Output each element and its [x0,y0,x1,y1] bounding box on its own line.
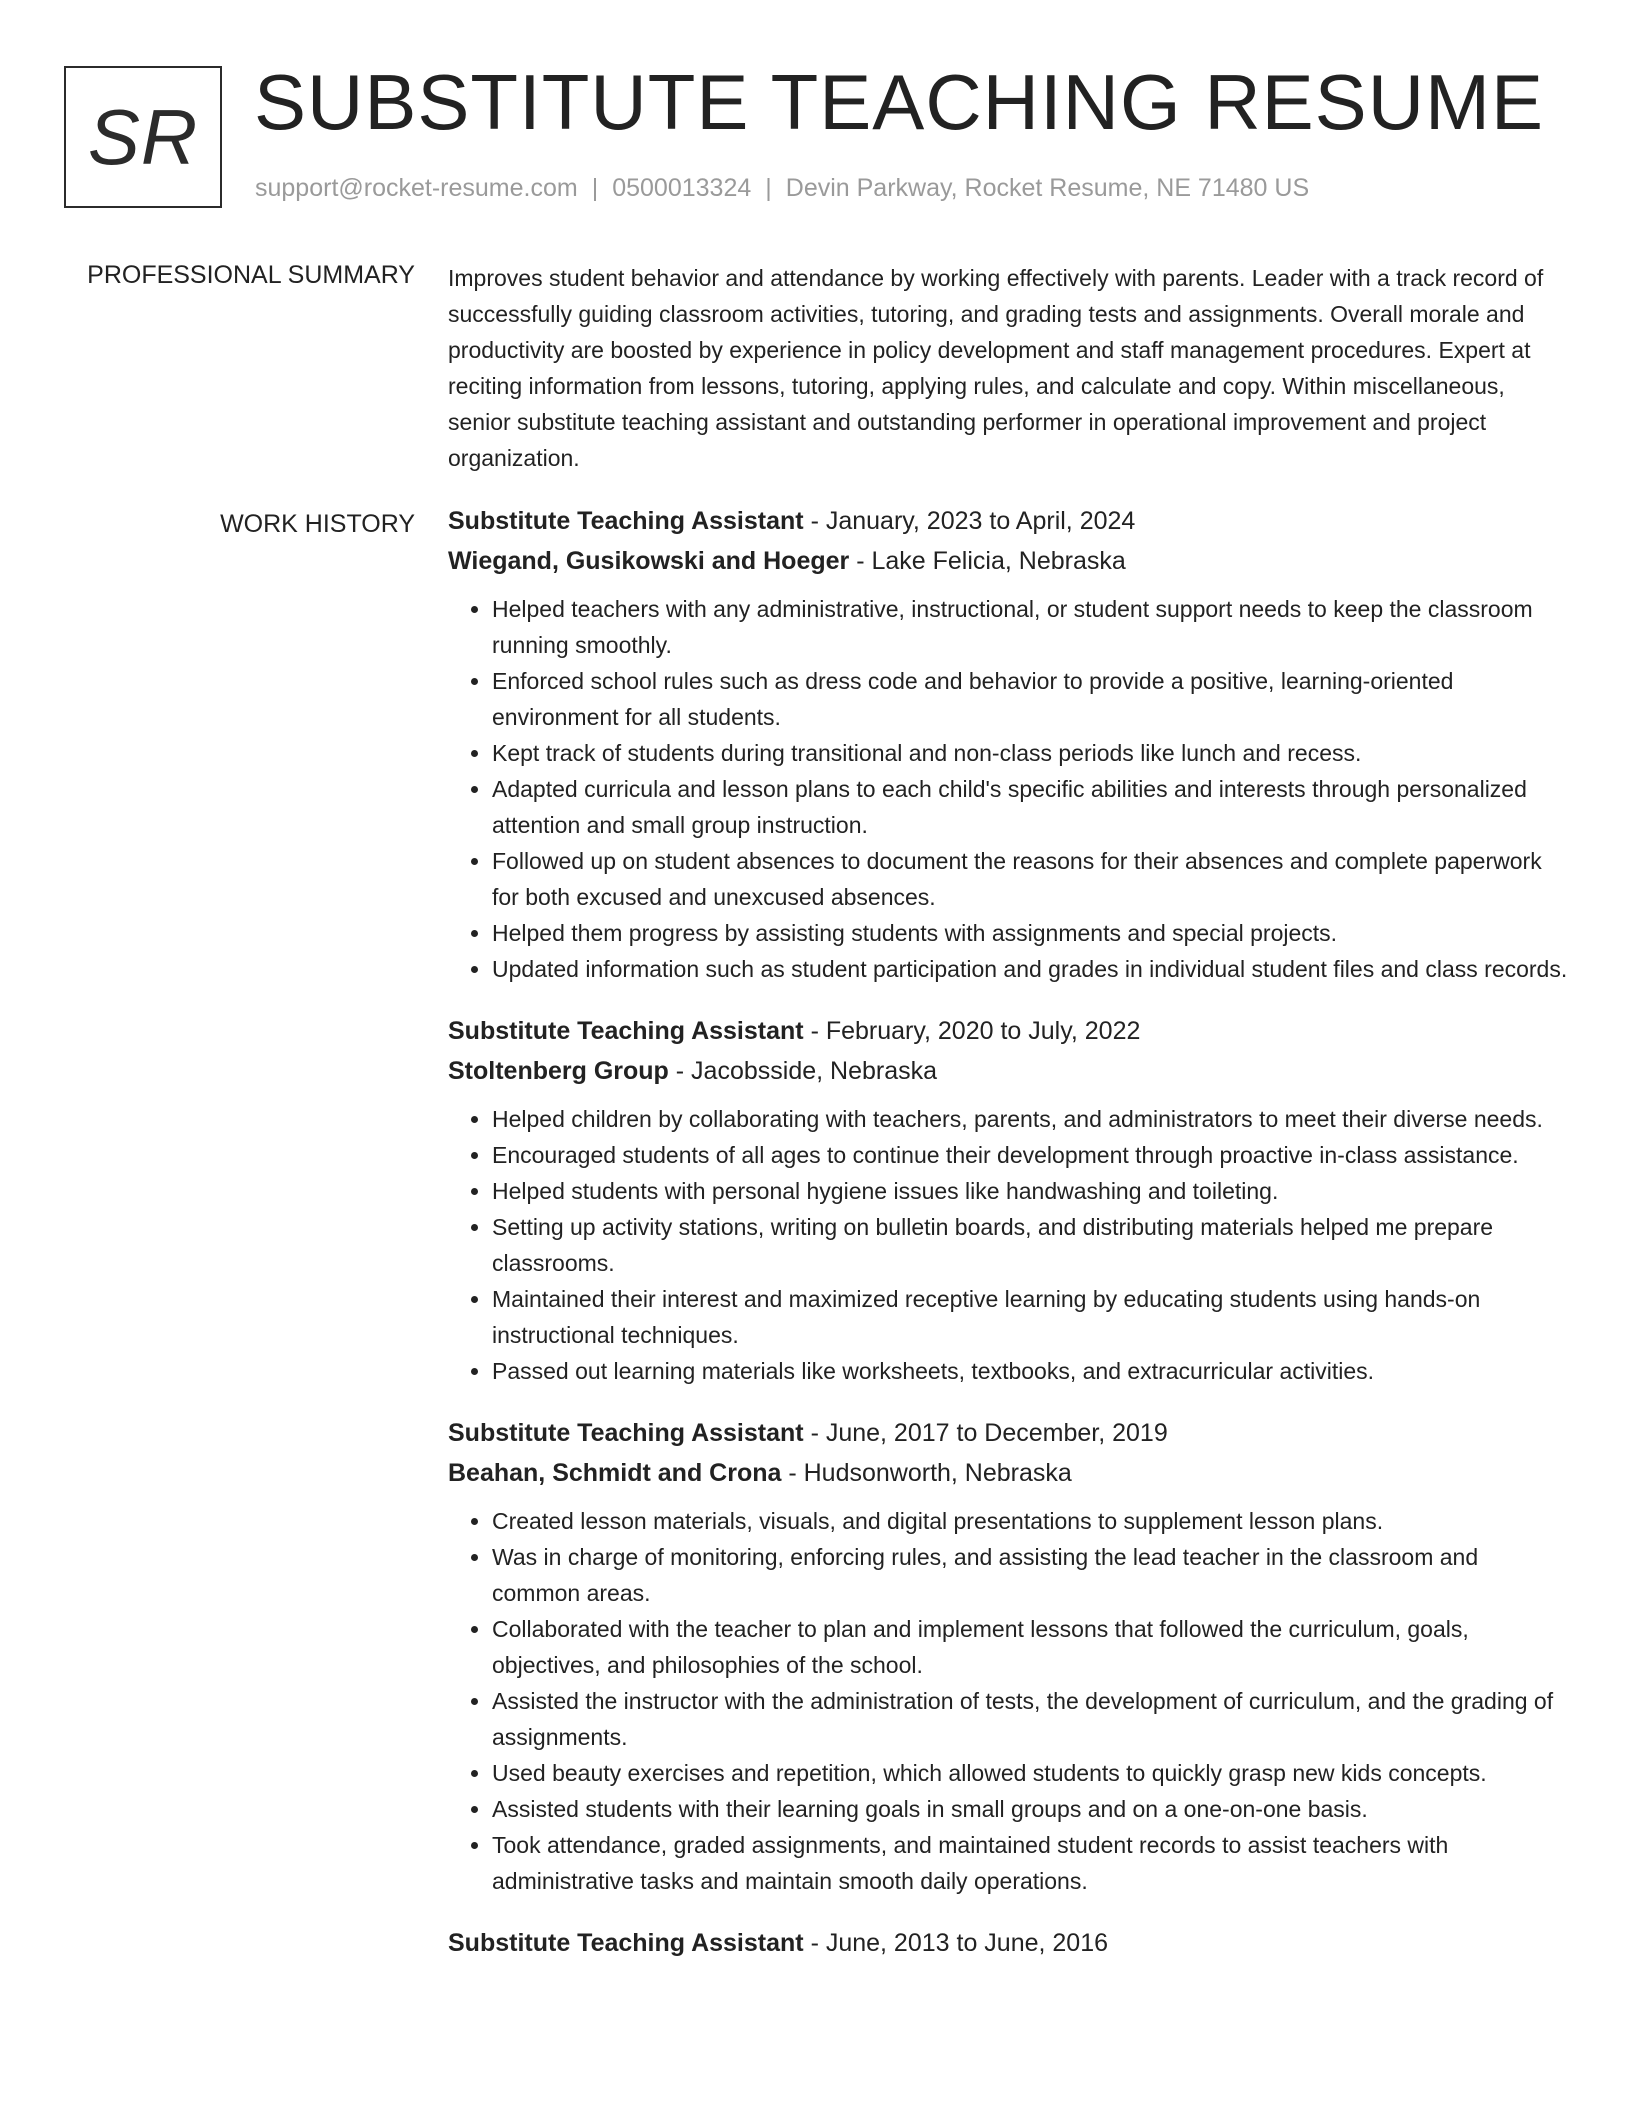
job-entry [448,1923,1568,1963]
job-dates: - February, 2020 to July, 2022 [810,1017,1141,1045]
job-dates: - January, 2023 to April, 2024 [810,507,1136,535]
list-item: • Assisted the instructor with the administration of tests, the development of curriculum, and the grading of assignments. [492,1683,1568,1755]
job-title: Substitute Teaching Assistant [448,507,804,535]
list-item: • Kept track of students during transitional and non-class periods like lunch and recess. [492,735,1568,771]
list-item: • Encouraged students of all ages to continue their development through proactive in-class assistance. [492,1137,1568,1173]
list-item: • Assisted students with their learning goals in small groups and on a one-on-one basis. [492,1791,1568,1827]
list-item: • Maintained their interest and maximized receptive learning by educating students using hands-on instructional techniques. [492,1281,1568,1353]
job-location: - Lake Felicia, Nebraska [856,547,1126,575]
contact-address: Devin Parkway, Rocket Resume, NE 71480 US [785,174,1310,202]
job-dates: - June, 2013 to June, 2016 [810,1929,1109,1957]
list-item: • Helped teachers with any administrative, instructional, or student support needs to keep the classroom running smoothly. [492,591,1568,663]
contact-line [255,174,1309,203]
job-company-line [448,1453,1568,1493]
job-company: Wiegand, Gusikowski and Hoeger [448,547,850,575]
list-item: • Setting up activity stations, writing on bulletin boards, and distributing materials helped me prepare classrooms. [492,1209,1568,1281]
job-title-line [448,501,1568,541]
list-item: • Enforced school rules such as dress code and behavior to provide a positive, learning-oriented environment for all students. [492,663,1568,735]
job-company-line [448,541,1568,581]
job-entry [448,1011,1568,1389]
job-location: - Jacobsside, Nebraska [675,1057,938,1085]
section-label: WORK HISTORY [220,510,415,538]
job-location: - Hudsonworth, Nebraska [788,1459,1072,1487]
work-history-body [448,501,1568,1987]
job-title: Substitute Teaching Assistant [448,1929,804,1957]
list-item: • Helped students with personal hygiene issues like handwashing and toileting. [492,1173,1568,1209]
job-entry [448,501,1568,987]
job-title-line [448,1011,1568,1051]
job-title: Substitute Teaching Assistant [448,1017,804,1045]
job-entry [448,1413,1568,1899]
section-label: PROFESSIONAL SUMMARY [87,261,415,289]
list-item: • Helped children by collaborating with teachers, parents, and administrators to meet their diverse needs. [492,1101,1568,1137]
contact-separator: | [765,174,772,202]
summary-text: Improves student behavior and attendance by working effectively with parents. Leader with a track record of successfully guiding classroom activities, tutoring, and grading tests and assignments. Overall morale and productivity are boosted by experience in policy development and staff management procedures. Expert at reciting information from lessons, tutoring, applying rules, and calculate and copy. Within miscellaneous, senior substitute teaching assistant and outstanding performer in operational improvement and project organization. [448,265,1544,471]
list-item: • Adapted curricula and lesson plans to each child's specific abilities and interests through personalized attention and small group instruction. [492,771,1568,843]
list-item: • Helped them progress by assisting students with assignments and special projects. [492,915,1568,951]
job-bullets [448,1101,1568,1389]
job-company-line [448,1051,1568,1091]
list-item: • Was in charge of monitoring, enforcing rules, and assisting the lead teacher in the classroom and common areas. [492,1539,1568,1611]
job-bullets [448,1503,1568,1899]
contact-phone: 0500013324 [612,174,752,202]
list-item: • Used beauty exercises and repetition, which allowed students to quickly grasp new kids concepts. [492,1755,1568,1791]
job-title-line [448,1413,1568,1453]
list-item: • Collaborated with the teacher to plan and implement lessons that followed the curriculum, goals, objectives, and philosophies of the school. [492,1611,1568,1683]
summary-body [448,260,1568,476]
job-bullets [448,591,1568,987]
list-item: • Passed out learning materials like worksheets, textbooks, and extracurricular activities. [492,1353,1568,1389]
job-title: Substitute Teaching Assistant [448,1419,804,1447]
page-title: SUBSTITUTE TEACHING RESUME [254,58,1545,146]
job-title-line [448,1923,1568,1963]
list-item: • Updated information such as student participation and grades in individual student files and class records. [492,951,1568,987]
job-dates: - June, 2017 to December, 2019 [810,1419,1168,1447]
job-company: Beahan, Schmidt and Crona [448,1459,782,1487]
list-item: • Created lesson materials, visuals, and digital presentations to supplement lesson plans. [492,1503,1568,1539]
job-company: Stoltenberg Group [448,1057,669,1085]
monogram-badge: SR [64,66,222,208]
contact-separator: | [591,174,599,202]
list-item: • Took attendance, graded assignments, and maintained student records to assist teachers with administrative tasks and maintain smooth daily operations. [492,1827,1568,1899]
list-item: • Followed up on student absences to document the reasons for their absences and complete paperwork for both excused and unexcused absences. [492,843,1568,915]
contact-email[interactable]: support@rocket-resume.com [255,174,578,202]
